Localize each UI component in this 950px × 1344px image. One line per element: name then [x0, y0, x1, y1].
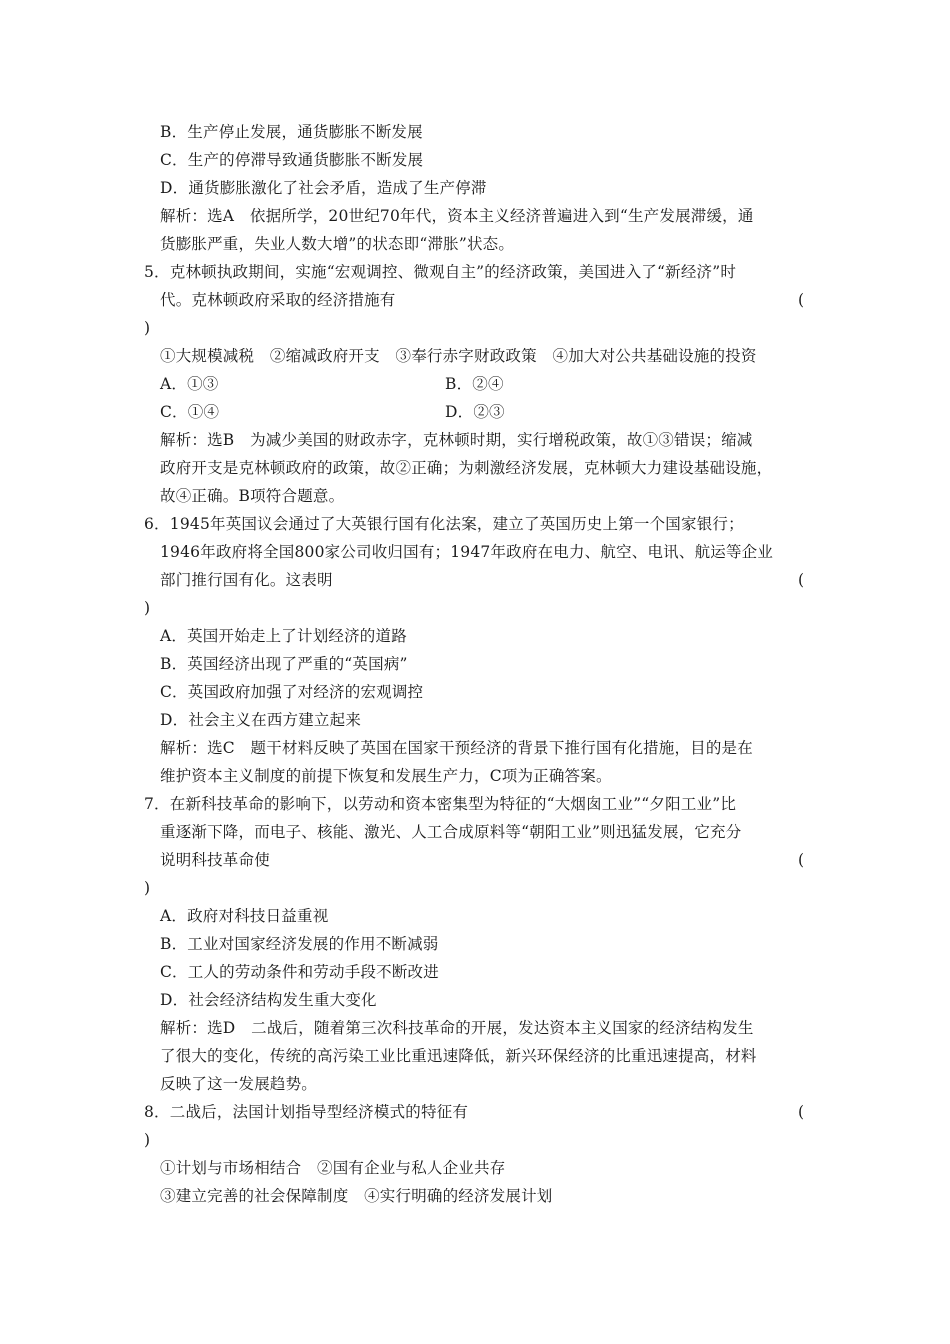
q4-option-d: D．通货膨胀激化了社会矛盾，造成了生产停滞 [160, 179, 487, 197]
q7-analysis-line-1: 解析：选D 二战后，随着第三次科技革命的开展，发达资本主义国家的经济结构发生 [160, 1019, 754, 1037]
q5-items: ①大规模减税 ②缩减政府开支 ③奉行赤字财政政策 ④加大对公共基础设施的投资 [160, 347, 757, 365]
q7-option-a: A．政府对科技日益重视 [160, 907, 329, 925]
q8-answer-paren-close: ) [144, 1131, 151, 1149]
q5-option-d: D．②③ [445, 403, 505, 421]
q7-analysis-line-2: 了很大的变化，传统的高污染工业比重迅速降低，新兴环保经济的比重迅速提高，材料 [160, 1047, 757, 1065]
q6-option-a: A．英国开始走上了计划经济的道路 [160, 627, 407, 645]
q6-analysis-line-2: 维护资本主义制度的前提下恢复和发展生产力，C项为正确答案。 [160, 767, 612, 785]
q6-answer-paren-close: ) [144, 599, 151, 617]
q8-items-line-2: ③建立完善的社会保障制度 ④实行明确的经济发展计划 [160, 1187, 553, 1205]
q5-analysis-line-1: 解析：选B 为减少美国的财政赤字，克林顿时期，实行增税政策，故①③错误；缩减 [160, 431, 753, 449]
q8-answer-paren-open: ( [798, 1103, 805, 1121]
q7-answer-paren-open: ( [798, 851, 805, 869]
q8-items-line-1: ①计划与市场相结合 ②国有企业与私人企业共存 [160, 1159, 506, 1177]
q7-answer-paren-close: ) [144, 879, 151, 897]
q6-option-c: C．英国政府加强了对经济的宏观调控 [160, 683, 424, 701]
q6-stem-line-2: 1946年政府将全国800家公司收归国有；1947年政府在电力、航空、电讯、航运等企业 [160, 543, 774, 561]
q4-analysis-line-2: 货膨胀严重，失业人数大增”的状态即“滞胀”状态。 [160, 235, 515, 253]
q7-option-b: B．工业对国家经济发展的作用不断减弱 [160, 935, 439, 953]
q5-analysis-line-2: 政府开支是克林顿政府的政策，故②正确；为刺激经济发展，克林顿大力建设基础设施， [160, 459, 773, 477]
q7-stem-line-1: 7．在新科技革命的影响下，以劳动和资本密集型为特征的“大烟囱工业”“夕阳工业”比 [144, 795, 737, 813]
q6-analysis-line-1: 解析：选C 题干材料反映了英国在国家干预经济的背景下推行国有化措施，目的是在 [160, 739, 753, 757]
q7-stem-line-2: 重逐渐下降，而电子、核能、激光、人工合成原料等“朝阳工业”则迅猛发展，它充分 [160, 823, 742, 841]
q4-analysis-line-1: 解析：选A 依据所学，20世纪70年代，资本主义经济普遍进入到“生产发展滞缓，通 [160, 207, 754, 225]
q5-option-c: C．①④ [160, 403, 220, 421]
q5-answer-paren-open: ( [798, 291, 805, 309]
q7-option-c: C．工人的劳动条件和劳动手段不断改进 [160, 963, 439, 981]
q5-answer-paren-close: ) [144, 319, 151, 337]
q4-option-b: B．生产停止发展，通货膨胀不断发展 [160, 123, 423, 141]
q5-stem-line-1: 5．克林顿执政期间，实施“宏观调控、微观自主”的经济政策，美国进入了“新经济”时 [144, 263, 737, 281]
q5-stem-line-2: 代。克林顿政府采取的经济措施有 [160, 291, 396, 309]
q6-stem-line-1: 6．1945年英国议会通过了大英银行国有化法案，建立了英国历史上第一个国家银行； [144, 515, 744, 533]
q5-option-b: B．②④ [445, 375, 504, 393]
q7-stem-line-3: 说明科技革命使 [160, 851, 270, 869]
q8-stem-line-1: 8．二战后，法国计划指导型经济模式的特征有 [144, 1103, 469, 1121]
q7-analysis-line-3: 反映了这一发展趋势。 [160, 1075, 318, 1093]
q5-option-a: A．①③ [160, 375, 219, 393]
q6-option-b: B．英国经济出现了严重的“英国病” [160, 655, 408, 673]
q6-stem-line-3: 部门推行国有化。这表明 [160, 571, 333, 589]
q5-analysis-line-3: 故④正确。B项符合题意。 [160, 487, 345, 505]
q6-option-d: D．社会主义在西方建立起来 [160, 711, 362, 729]
q4-option-c: C．生产的停滞导致通货膨胀不断发展 [160, 151, 424, 169]
q6-answer-paren-open: ( [798, 571, 805, 589]
q7-option-d: D．社会经济结构发生重大变化 [160, 991, 377, 1009]
